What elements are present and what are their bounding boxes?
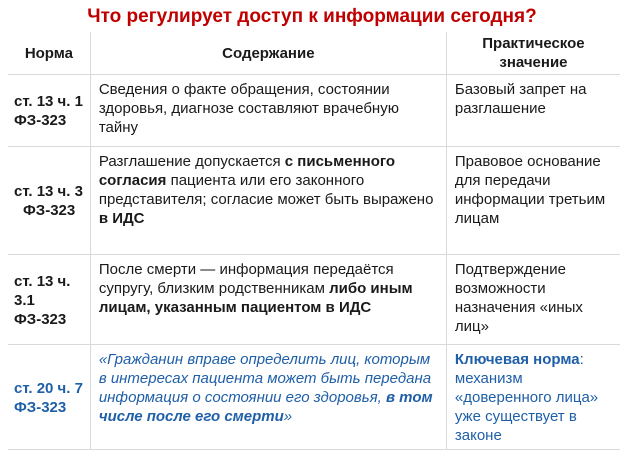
header-practical: Практическое значение (446, 32, 620, 75)
norm-cell (8, 345, 90, 450)
header-norm: Норма (8, 32, 90, 75)
practical-text: Базовый запрет на разглашение (454, 81, 587, 117)
content-text: Сведения о факте обращения, состоянии здоровья, диагнозе составляют врачебную тайну (98, 81, 399, 136)
content-cell (90, 147, 446, 255)
norm-law: ФЗ-323 (14, 112, 67, 129)
norm-law: ФЗ-323 (23, 202, 76, 219)
practical-text: Подтверждение возможности назначения «иных лиц» (454, 261, 583, 335)
norm-article: ст. 20 ч. 7 (14, 379, 83, 397)
practical-text: : механизм «доверенного лица» уже существует в законе (454, 351, 599, 444)
content-quote-end: » (283, 408, 293, 425)
content-cell (90, 75, 446, 147)
practical-text: Правовое основание для передачи информации третьим лицам (454, 153, 606, 227)
content-emphasis: либо иным лицам, указанным пациентом в ИДС (98, 280, 413, 316)
content-emphasis: в ИДС (98, 210, 145, 227)
content-quote: «Гражданин вправе определить лиц, которым в интересах пациента может быть передана информация о состоянии его здоровья, (98, 351, 432, 406)
table-row-highlight (8, 345, 620, 450)
table-row (8, 75, 620, 147)
page-title: Что регулирует доступ к информации сегодня? (87, 6, 537, 27)
norm-article: ст. 13 ч. 3 (14, 183, 83, 200)
norm-cell (8, 147, 90, 255)
key-norm-label: Ключевая норма (454, 351, 580, 368)
norm-cell (8, 255, 90, 345)
regulation-table (8, 32, 620, 450)
content-text: Разглашение допускается (98, 153, 285, 170)
norm-law: ФЗ-323 (14, 310, 67, 328)
table-row (8, 147, 620, 255)
table-row (8, 255, 620, 345)
norm-cell (8, 75, 90, 147)
norm-law: ФЗ-323 (14, 398, 67, 416)
content-cell (90, 255, 446, 345)
practical-cell (446, 345, 620, 450)
content-text: После смерти — информация передаётся супругу, близким родственникам (98, 261, 394, 297)
content-emphasis: с письменного согласия (98, 153, 396, 189)
norm-article: ст. 13 ч. 1 (14, 93, 83, 110)
content-emphasis: в том числе после его смерти (98, 389, 433, 425)
table-header-row (8, 32, 620, 75)
content-cell (90, 345, 446, 450)
practical-cell (446, 147, 620, 255)
header-content: Содержание (90, 32, 446, 75)
practical-cell (446, 255, 620, 345)
practical-cell (446, 75, 620, 147)
content-text: пациента или его законного представителя; согласие может быть выражено (98, 172, 434, 208)
norm-article: ст. 13 ч. 3.1 (14, 272, 71, 309)
